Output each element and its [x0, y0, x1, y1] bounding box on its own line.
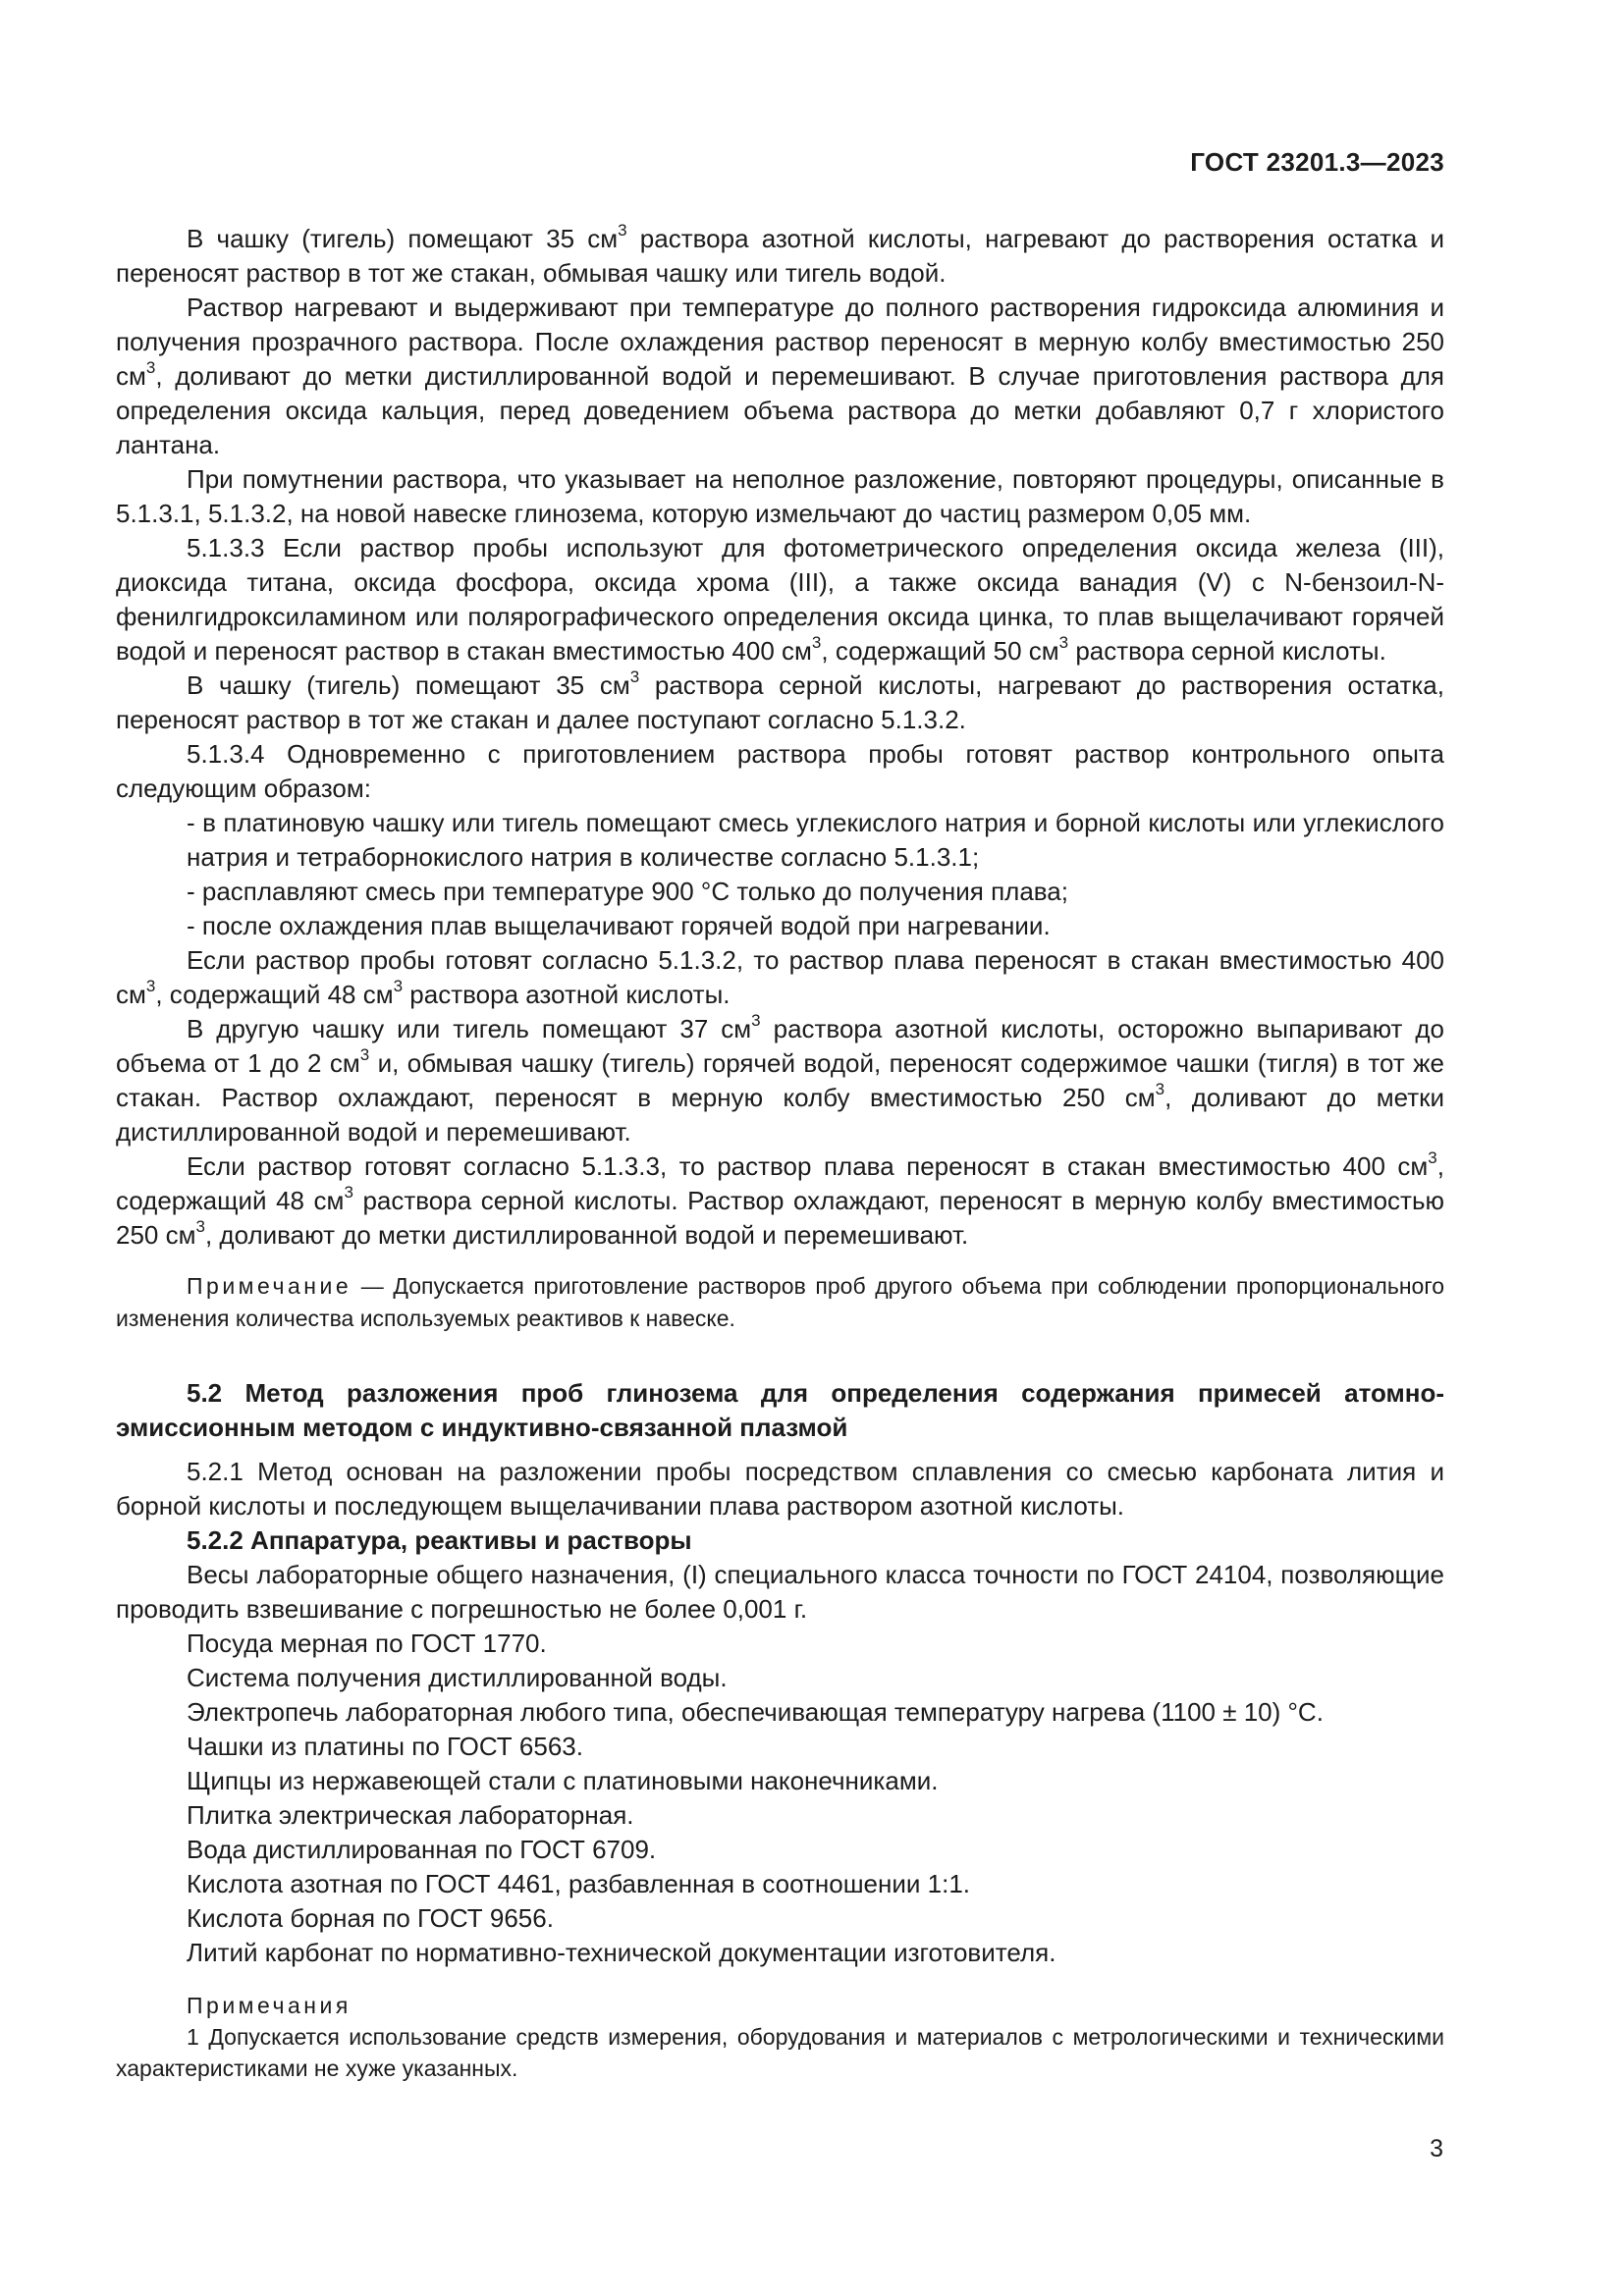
equipment-item: Кислота азотная по ГОСТ 4461, разбавленная в соотношении 1:1.	[187, 1869, 971, 1898]
standard-code: ГОСТ 23201.3—2023	[1190, 147, 1444, 177]
equipment-item: Кислота борная по ГОСТ 9656.	[187, 1903, 554, 1933]
paragraph-crucible-sulfuric: В чашку (тигель) помещают 35 $см^3$ раствора серной кислоты, нагревают до растворения остатка, переносят раствор в тот же стакан и далее поступают согласно 5.1.3.2.	[116, 667, 1444, 734]
equipment-item: Электропечь лабораторная любого типа, обеспечивающая температуру нагрева (1100 ± 10) °С.	[187, 1697, 1324, 1727]
paragraph-5-1-3-3: 5.1.3.3 Если раствор пробы используют для фотометрического определения оксида железа (III), диоксида титана, оксида фосфора, оксида хрома (III), а также оксида ванадия (V) с N-бензоил-N-фенилгидроксиламином или полярографического определения оксида цинка, то плав выщелачивают горячей водой и переносят раствор в стакан вместимостью 400 $см^3$, содержащий 50 $см^3$ раствора серной кислоты.	[116, 533, 1444, 666]
equipment-item: Система получения дистиллированной воды.	[187, 1663, 728, 1692]
list-item: - в платиновую чашку или тигель помещают смесь углекислого натрия и борной кислоты или углекислого натрия и тетраборнокислого натрия в количестве согласно 5.1.3.1;	[187, 808, 1444, 872]
equipment-item: Вода дистиллированная по ГОСТ 6709.	[187, 1835, 657, 1864]
note-proportional: Примечание — Допускается приготовление растворов проб другого объема при соблюдении пропорционального изменения количества используемых реактивов к навеске.	[116, 1273, 1444, 1331]
equipment-item: Весы лабораторные общего назначения, (I) специального класса точности по ГОСТ 24104, позволяющие проводить взвешивание с погрешностью не более 0,001 г.	[116, 1560, 1444, 1624]
page-number: 3	[1430, 2135, 1443, 2163]
paragraph-5-2-1: 5.2.1 Метод основан на разложении пробы посредством сплавления со смесью карбоната лития и борной кислоты и последующем выщелачивании плава раствором азотной кислоты.	[116, 1457, 1444, 1521]
document-body	[116, 222, 1444, 2084]
note-item: 1 Допускается использование средств измерения, оборудования и материалов с метрологическими и техническими характеристиками не хуже указанных.	[116, 2024, 1444, 2081]
equipment-item: Литий карбонат по нормативно-технической документации изготовителя.	[187, 1938, 1056, 1967]
equipment-item: Чашки из платины по ГОСТ 6563.	[187, 1732, 583, 1761]
equipment-item: Плитка электрическая лабораторная.	[187, 1800, 634, 1830]
note-label: Примечание	[187, 1273, 352, 1299]
paragraph-5-1-3-4: 5.1.3.4 Одновременно с приготовлением раствора пробы готовят раствор контрольного опыта следующим образом:	[116, 739, 1444, 803]
section-5-2-heading: 5.2 Метод разложения проб глинозема для определения содержания примесей атомно-эмиссионным методом с индуктивно-связанной плазмой	[116, 1378, 1444, 1442]
paragraph-turbidity: При помутнении раствора, что указывает на неполное разложение, повторяют процедуры, описанные в 5.1.3.1, 5.1.3.2, на новой навеске глинозема, которую измельчают до частиц размером 0,05 мм.	[116, 464, 1444, 528]
notes-title: Примечания	[187, 1993, 352, 2018]
paragraph-crucible-nitric: В чашку (тигель) помещают 35 $см^3$ раствора азотной кислоты, нагревают до растворения остатка и переносят раствор в тот же стакан, обмывая чашку или тигель водой.	[116, 221, 1444, 288]
equipment-item: Посуда мерная по ГОСТ 1770.	[187, 1629, 547, 1658]
paragraph-evaporate: В другую чашку или тигель помещают 37 $см^3$ раствора азотной кислоты, осторожно выпаривают до объема от 1 до 2 $см^3$ и, обмывая чашку (тигель) горячей водой, переносят содержимое чашки (тигля) в тот же стакан. Раствор охлаждают, переносят в мерную колбу вместимостью 250 $см^3$, доливают до метки дистиллированной водой и перемешивают.	[116, 1011, 1445, 1147]
list-item: - расплавляют смесь при температуре 900 °С только до получения плава;	[187, 877, 1068, 906]
paragraph-melt-nitric: Если раствор пробы готовят согласно 5.1.3.2, то раствор плава переносят в стакан вместимостью 400 $см^3$, содержащий 48 $см^3$ раствора азотной кислоты.	[116, 945, 1444, 1009]
paragraph-heating: Раствор нагревают и выдерживают при температуре до полного растворения гидроксида алюминия и получения прозрачного раствора. После охлаждения раствор переносят в мерную колбу вместимостью 250 $см^3$, доливают до метки дистиллированной водой и перемешивают. В случае приготовления раствора для определения оксида кальция, перед доведением объема раствора до метки добавляют 0,7 г хлористого лантана.	[116, 293, 1444, 459]
subsection-5-2-2-heading: 5.2.2 Аппаратура, реактивы и растворы	[187, 1525, 692, 1555]
equipment-item: Щипцы из нержавеющей стали с платиновыми наконечниками.	[187, 1766, 939, 1795]
paragraph-melt-sulfuric: Если раствор готовят согласно 5.1.3.3, то раствор плава переносят в стакан вместимостью 400 $см^3$, содержащий 48 $см^3$ раствора серной кислоты. Раствор охлаждают, переносят в мерную колбу вместимостью 250 $см^3$, доливают до метки дистиллированной водой и перемешивают.	[116, 1148, 1444, 1250]
list-item: - после охлаждения плав выщелачивают горячей водой при нагревании.	[187, 911, 1051, 940]
